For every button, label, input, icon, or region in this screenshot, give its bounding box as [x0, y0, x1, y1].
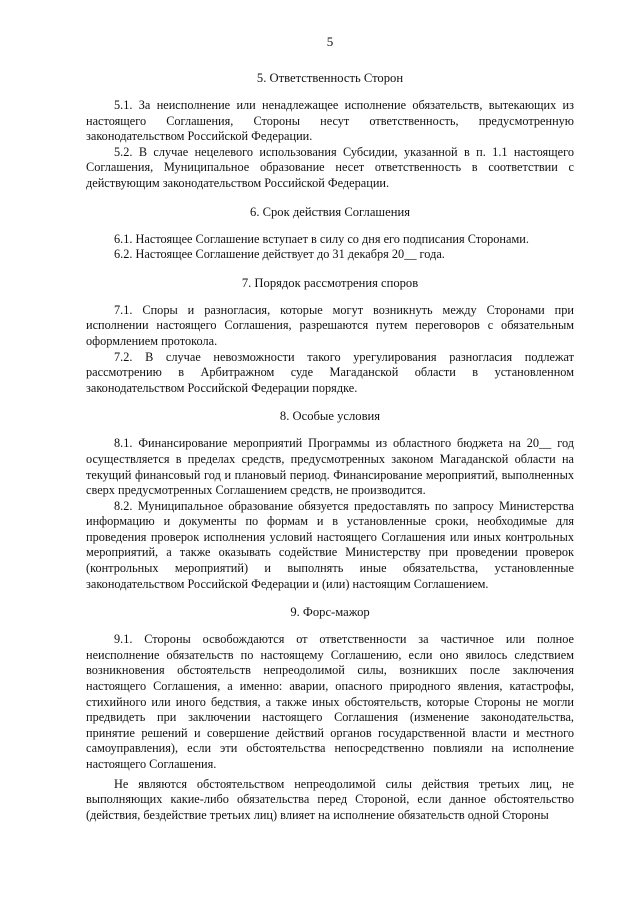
paragraph: 6.2. Настоящее Соглашение действует до 31 декабря 20__ года.: [114, 247, 445, 262]
section-responsibility: [86, 70, 574, 192]
paragraph: 8.1. Финансирование мероприятий Программы из областного бюджета на 20__ год осуществляется в пределах средств, предусмотренных законом Магаданской области на текущий финансовый год и плановый период. Финансирование мероприятий, выполненных сверх предусмотренных Соглашением средств, не производится.: [86, 436, 574, 498]
paragraph: 5.1. За неисполнение или ненадлежащее исполнение обязательств, вытекающих из настоящего Соглашения, Стороны несут ответственность, предусмотренную законодательством Российской Федерации.: [86, 98, 574, 144]
paragraph: Не являются обстоятельством непреодолимой силы действия третьих лиц, не выполняющих какие-либо обязательства перед Стороной, если данное обстоятельство (действия, бездействие третьих лиц) влияет на исполнение обязательств одной Стороны: [86, 776, 574, 822]
section-title: 6. Срок действия Соглашения: [250, 204, 410, 219]
paragraph: 8.2. Муниципальное образование обязуется предоставлять по запросу Министерства информацию и документы по формам и в установленные сроки, необходимые для проведения проверок исполнения условий настоящего Соглашения или иных контрольных мероприятий, а также оказывать содействие Министерству при проведении проверок (контрольных мероприятий) и выполнять иные обязательства, установленные законодательством Российской Федерации и (или) настоящим Соглашением.: [86, 498, 574, 591]
section-title: 5. Ответственность Сторон: [256, 71, 404, 85]
paragraph: 9.1. Стороны освобождаются от ответственности за частичное или полное неисполнение обязательств по настоящему Соглашению, если оно явилось следствием возникновения обстоятельств непреодолимой силы, возникших после заключения настоящего Соглашения, а именно: аварии, опасного природного явления, катастрофы, стихийного или иного бедствия, а также иных обстоятельств, которые Стороны не могли предвидеть при заключении настоящего Соглашения (изменение законодательства, принятие решений и совершение действий органов государственной власти и местного самоуправления), если эти обстоятельства непосредственно повлияли на исполнение настоящего Соглашения.: [86, 632, 574, 771]
section-term: [86, 204, 574, 263]
section-title: 7. Порядок рассмотрения споров: [241, 275, 419, 290]
page-number: 5: [326, 34, 334, 49]
section-title: 9. Форс-мажор: [290, 605, 370, 620]
paragraph: 6.1. Настоящее Соглашение вступает в силу со дня его подписания Сторонами.: [114, 231, 529, 246]
section-force-majeure: [86, 604, 574, 823]
section-disputes: [86, 275, 574, 397]
paragraph: 5.2. В случае нецелевого использования Субсидии, указанной в п. 1.1 настоящего Соглашения, Муниципальное образование несет ответственность в соответствии с действующим законодательством Российской Федерации.: [86, 144, 574, 190]
paragraph: 7.2. В случае невозможности такого урегулирования разногласия подлежат рассмотрению в Арбитражном суде Магаданской области в установленном законодательством Российской Федерации порядке.: [86, 349, 574, 395]
section-title: 8. Особые условия: [279, 409, 381, 424]
section-special-conditions: [86, 408, 574, 592]
paragraph: 7.1. Споры и разногласия, которые могут возникнуть между Сторонами при исполнении настоящего Соглашения, разрешаются путем переговоров с обязательным оформлением протокола.: [86, 302, 574, 348]
